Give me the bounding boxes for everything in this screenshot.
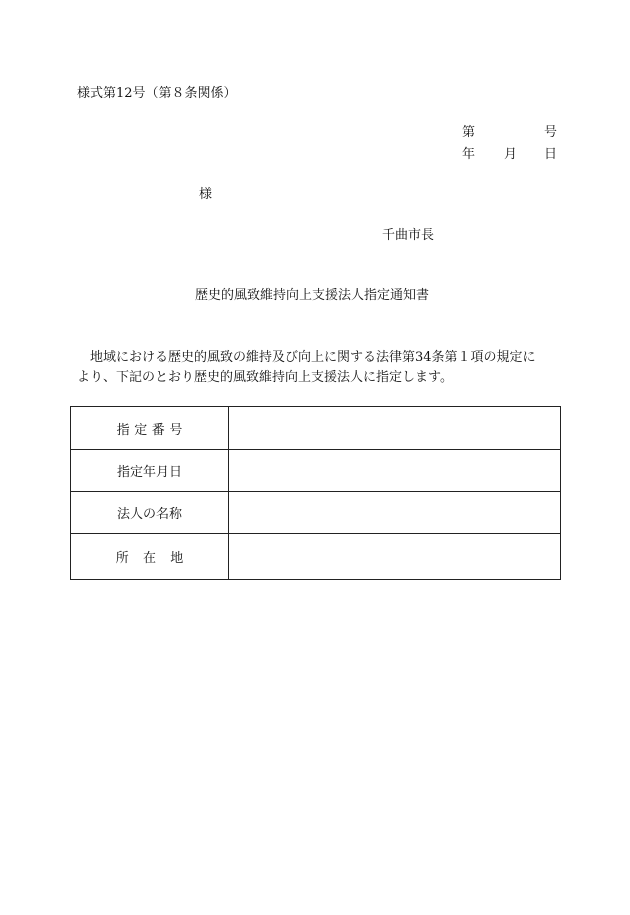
- number-suffix-label: 号: [543, 125, 557, 140]
- date-month-label: 月: [503, 147, 517, 162]
- number-prefix-label: 第: [462, 125, 476, 140]
- notice-body-line-2: より、下記のとおり歴史的風致維持向上支援法人に指定します。: [77, 370, 453, 385]
- notice-body-line-1: 地域における歴史的風致の維持及び向上に関する法律第34条第１項の規定に: [90, 350, 536, 365]
- date-year-label: 年: [462, 147, 476, 162]
- table-row: [71, 450, 561, 492]
- table-label-cell: [71, 450, 229, 492]
- corporation-name-value: [229, 492, 561, 534]
- location-label: 所在地: [115, 551, 198, 566]
- document-number-line: [462, 126, 557, 139]
- addressee-honorific: 様: [199, 187, 213, 202]
- issuer-name: 千曲市長: [382, 228, 435, 243]
- table-row: [71, 492, 561, 534]
- issue-date-line: [462, 148, 557, 161]
- designation-date-value: [229, 450, 561, 492]
- table-row: [71, 534, 561, 580]
- location-value: [229, 534, 561, 580]
- designation-number-label: 指定番号: [116, 422, 187, 438]
- table-label-cell: [71, 534, 229, 580]
- designation-number-value: [229, 407, 561, 450]
- date-day-label: 日: [543, 147, 557, 162]
- notice-body: [77, 348, 561, 388]
- table-row: [71, 407, 561, 450]
- table-label-cell: [71, 492, 229, 534]
- document-title: 歴史的風致維持向上支援法人指定通知書: [195, 288, 430, 303]
- designation-details-table: [70, 406, 561, 580]
- form-number: 様式第12号（第８条関係）: [77, 86, 237, 101]
- designation-date-label: 指定年月日: [116, 465, 182, 480]
- table-label-cell: [71, 407, 229, 450]
- corporation-name-label: 法人の名称: [116, 507, 182, 522]
